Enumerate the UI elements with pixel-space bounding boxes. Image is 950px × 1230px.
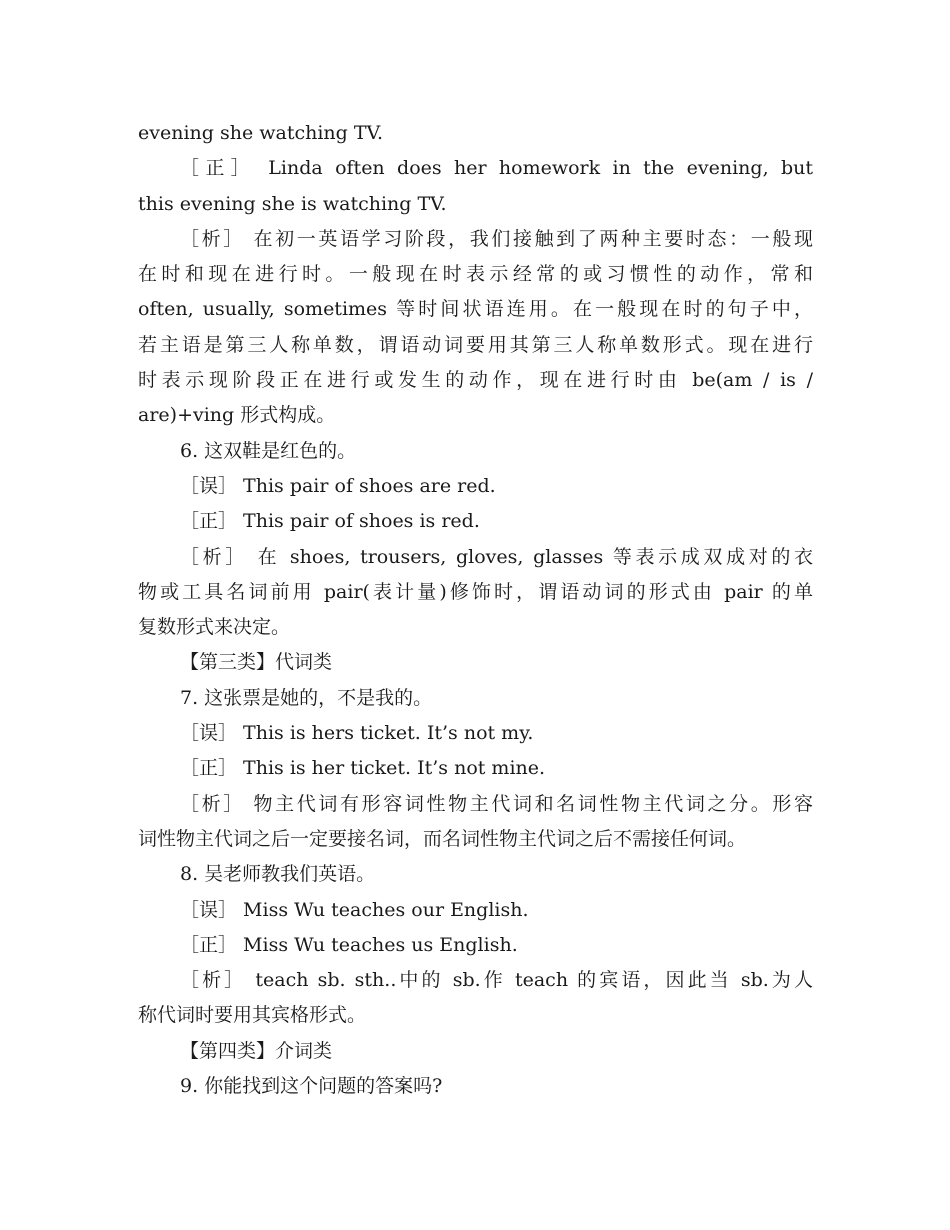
text-line: ［正］ Linda often does her homework in the evening, but (180, 157, 813, 180)
text-line: this evening she is watching TV. (138, 192, 447, 215)
analysis-paragraph-line: 物或工具名词前用 pair(表计量)修饰时，谓语动词的形式由 pair 的单 (138, 580, 813, 603)
text-line: evening she watching TV. (138, 122, 383, 144)
analysis-paragraph-line: ［析］ 在初一英语学习阶段，我们接触到了两种主要时态：一般现 (180, 227, 813, 250)
section-heading: 【第四类】介词类 (180, 1039, 333, 1062)
wrong-sentence: ［误］ This pair of shoes are red. (180, 474, 496, 497)
analysis-paragraph-line: 称代词时要用其宾格形式。 (138, 1004, 367, 1027)
analysis-paragraph-line: 复数形式来决定。 (138, 616, 291, 639)
example-heading: 6. 这双鞋是红色的。 (180, 439, 357, 462)
correct-sentence: ［正］ This is her ticket. It’s not mine. (180, 757, 546, 780)
example-heading: 8. 吴老师教我们英语。 (180, 863, 376, 886)
wrong-sentence: ［误］ Miss Wu teaches our English. (180, 898, 529, 921)
correct-sentence: ［正］ Miss Wu teaches us English. (180, 933, 518, 956)
analysis-paragraph-line: are)+ving 形式构成。 (138, 404, 336, 427)
analysis-paragraph-line: 时表示现阶段正在进行或发生的动作，现在进行时由 be(am / is / (138, 369, 813, 392)
analysis-paragraph-line: 词性物主代词之后一定要接名词，而名词性物主代词之后不需接任何词。 (138, 827, 747, 850)
example-heading: 7. 这张票是她的，不是我的。 (180, 686, 433, 709)
analysis-paragraph-line: ［析］ 在 shoes, trousers, gloves, glasses 等表示成双成对的衣 (180, 545, 813, 568)
section-heading: 【第三类】代词类 (180, 651, 333, 674)
analysis-paragraph-line: 若主语是第三人称单数，谓语动词要用其第三人称单数形式。现在进行 (138, 333, 813, 356)
analysis-paragraph-line: ［析］ 物主代词有形容词性物主代词和名词性物主代词之分。形容 (180, 792, 813, 815)
analysis-paragraph-line: 在时和现在进行时。一般现在时表示经常的或习惯性的动作，常和 (138, 263, 813, 286)
document-body (138, 116, 813, 1104)
wrong-sentence: ［误］ This is hers ticket. It’s not my. (180, 722, 534, 745)
analysis-paragraph-line: often, usually, sometimes 等时间状语连用。在一般现在时的句子中， (138, 298, 813, 321)
analysis-paragraph-line: ［析］ teach sb. sth..中的 sb.作 teach 的宾语，因此当 sb.为人 (180, 969, 813, 992)
example-heading: 9. 你能找到这个问题的答案吗? (180, 1075, 443, 1098)
correct-sentence: ［正］ This pair of shoes is red. (180, 510, 480, 533)
